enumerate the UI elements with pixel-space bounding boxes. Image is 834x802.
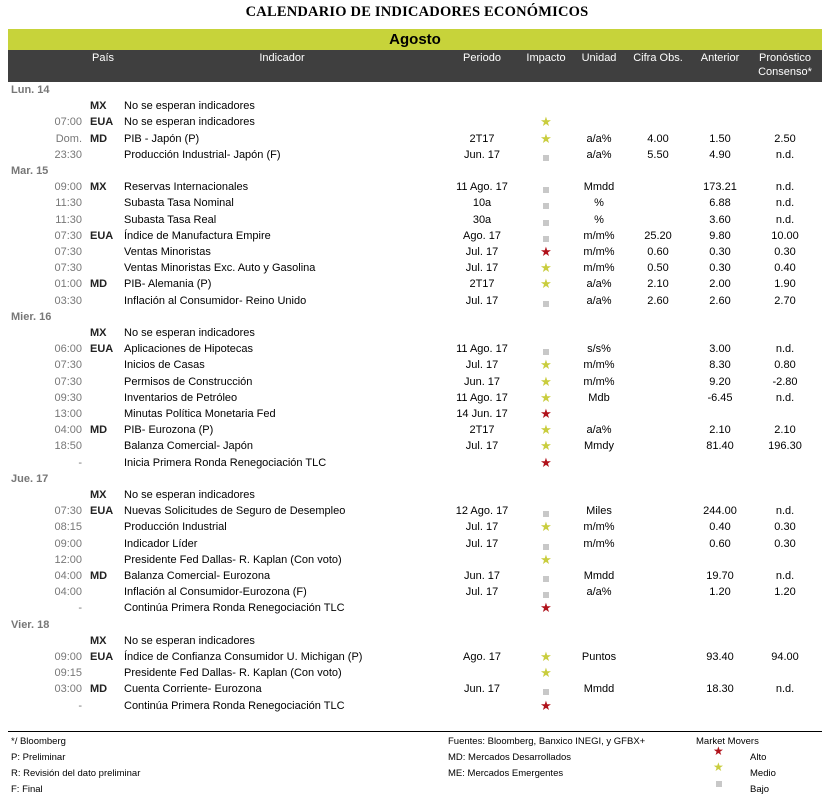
cell-time: 04:00 [54, 570, 82, 582]
legend-medio: Medio [750, 768, 776, 779]
cell-unit: a/a% [586, 148, 612, 161]
col-consenso: Consenso* [758, 66, 812, 78]
cell-time: 11:30 [55, 197, 82, 210]
impact-medio-star-icon: ★ [540, 438, 552, 454]
cell-indicator: Producción Industrial- Japón (F) [124, 148, 281, 161]
note-final: F: Final [11, 784, 43, 795]
cell-unit: m/m% [583, 537, 615, 550]
cell-indicator: Cuenta Corriente- Eurozona [124, 683, 262, 696]
cell-prev: 3.00 [709, 343, 731, 356]
cell-unit: % [594, 213, 604, 226]
page-title: CALENDARIO DE INDICADORES ECONÓMICOS [245, 4, 589, 20]
cell-period: 2T17 [469, 278, 495, 291]
cell-time: 13:00 [54, 408, 82, 420]
cell-prev: 4.90 [709, 148, 731, 161]
cell-country: EUA [90, 229, 114, 242]
cell-time: 07:30 [54, 505, 82, 518]
impact-bajo-icon [543, 233, 549, 245]
cell-period: Jul. 17 [465, 440, 499, 453]
table-row [0, 681, 834, 697]
impact-alto-star-icon: ★ [540, 406, 552, 421]
cell-unit: a/a% [586, 278, 612, 291]
cell-period: 11 Ago. 17 [456, 181, 508, 194]
cell-time: 09:30 [54, 391, 82, 404]
cell-period: Jul. 17 [465, 537, 499, 550]
cell-time: - [78, 456, 82, 469]
cell-fcst: 0.80 [774, 359, 796, 372]
cell-indicator: PIB- Eurozona (P) [124, 424, 214, 437]
cell-indicator: No se esperan indicadores [124, 116, 255, 129]
cell-prev: 2.10 [709, 424, 731, 437]
cell-indicator: Continúa Primera Ronda Renegociación TLC [124, 602, 345, 615]
cell-fcst: -2.80 [772, 375, 798, 388]
col-anterior: Anterior [700, 52, 740, 64]
impact-medio-star-icon: ★ [540, 114, 552, 130]
impact-bajo-icon [543, 346, 549, 358]
impact-bajo-icon [543, 184, 549, 196]
cell-unit: m/m% [583, 246, 615, 258]
cell-obs: 0.60 [647, 246, 669, 258]
table-row [0, 390, 834, 406]
impact-medio-star-icon: ★ [540, 260, 552, 276]
col-pais: País [91, 52, 115, 64]
cell-country: MX [90, 100, 107, 113]
table-row [0, 276, 834, 292]
cell-period: 11 Ago. 17 [456, 391, 508, 404]
cell-unit: s/s% [587, 343, 611, 356]
cell-prev: 2.60 [709, 294, 731, 307]
cell-time: 07:00 [54, 116, 82, 129]
legend-alto: Alto [750, 752, 767, 763]
table-row [0, 228, 834, 244]
cell-unit: a/a% [586, 132, 612, 145]
table-row [0, 698, 834, 714]
cell-prev: 9.80 [709, 229, 731, 242]
cell-country: EUA [90, 651, 114, 663]
table-row [0, 568, 834, 584]
cell-fcst: n.d. [775, 570, 795, 582]
table-row [0, 584, 834, 600]
cell-unit: Mmdd [583, 181, 615, 194]
bajo-square-icon [716, 781, 722, 787]
cell-country: MD [90, 278, 108, 291]
cell-obs: 5.50 [647, 148, 669, 161]
cell-period: Jun. 17 [463, 375, 501, 388]
cell-indicator: No se esperan indicadores [124, 327, 255, 339]
month-header: Agosto [8, 29, 822, 50]
cell-indicator: Inicios de Casas [124, 359, 205, 372]
day-header [0, 471, 834, 487]
cell-indicator: PIB - Japón (P) [124, 132, 200, 145]
cell-indicator: Continúa Primera Ronda Renegociación TLC [124, 699, 345, 712]
cell-fcst: n.d. [775, 505, 795, 518]
table-row [0, 325, 834, 341]
impact-medio-star-icon: ★ [540, 357, 552, 373]
cell-unit: m/m% [583, 359, 615, 372]
impact-bajo-icon [543, 589, 549, 601]
cell-prev: 1.20 [709, 586, 731, 599]
cell-fcst: 0.30 [774, 537, 796, 550]
medio-star-icon: ★ [713, 760, 724, 774]
cell-time: 09:00 [54, 537, 82, 550]
market-movers-label: Market Movers [696, 736, 759, 747]
cell-indicator: Subasta Tasa Real [124, 213, 217, 226]
table-row [0, 98, 834, 114]
table-row [0, 357, 834, 373]
table-row [0, 374, 834, 390]
cell-time: 18:50 [54, 440, 82, 453]
impact-medio-star-icon: ★ [540, 276, 552, 292]
cell-unit: % [594, 197, 604, 210]
cell-indicator: Aplicaciones de Hipotecas [124, 343, 254, 356]
cell-unit: m/m% [583, 229, 615, 242]
cell-country: MD [90, 424, 108, 437]
cell-prev: 81.40 [706, 440, 734, 453]
impact-bajo-icon [543, 217, 549, 229]
cell-indicator: Permisos de Construcción [124, 375, 253, 388]
cell-fcst: 0.30 [774, 246, 796, 258]
table-row [0, 438, 834, 454]
cell-prev: 0.40 [709, 521, 731, 534]
day-header [0, 82, 834, 98]
cell-unit: a/a% [586, 294, 612, 307]
cell-prev: 8.30 [709, 359, 731, 372]
cell-obs: 0.50 [647, 262, 669, 275]
day-label: Mar. 15 [11, 165, 49, 177]
cell-period: Jul. 17 [465, 262, 499, 275]
note-bloomberg: */ Bloomberg [11, 736, 66, 747]
cell-prev: 2.00 [709, 278, 731, 291]
cell-period: Jun. 17 [463, 683, 501, 696]
cell-indicator: Reservas Internacionales [124, 181, 249, 194]
day-header [0, 309, 834, 325]
cell-time: 07:30 [54, 262, 82, 275]
md-note: MD: Mercados Desarrollados [448, 752, 572, 763]
table-row [0, 114, 834, 130]
cell-indicator: Minutas Política Monetaria Fed [124, 408, 276, 420]
cell-time: 07:30 [54, 359, 82, 372]
table-row [0, 519, 834, 535]
footer-divider [8, 731, 822, 732]
cell-unit: Puntos [581, 651, 617, 663]
table-row [0, 212, 834, 228]
cell-unit: Miles [586, 505, 612, 518]
cell-prev: 0.60 [709, 537, 731, 550]
cell-time: 04:00 [54, 424, 82, 437]
col-cifra: Cifra Obs. [633, 52, 683, 64]
table-row [0, 600, 834, 616]
cell-obs: 25.20 [644, 229, 672, 242]
cell-indicator: Presidente Fed Dallas- R. Kaplan (Con voto) [124, 667, 342, 680]
cell-period: Ago. 17 [463, 229, 501, 242]
cell-prev: -6.45 [707, 391, 733, 404]
cell-unit: m/m% [583, 262, 615, 275]
cell-indicator: Inflación al Consumidor-Eurozona (F) [124, 586, 307, 599]
cell-period: 10a [472, 197, 492, 210]
cell-country: MD [90, 683, 108, 696]
cell-fcst: 1.20 [774, 586, 796, 599]
impact-alto-star-icon: ★ [540, 697, 552, 713]
impact-medio-star-icon: ★ [540, 551, 552, 567]
table-row [0, 665, 834, 681]
cell-prev: 173.21 [703, 181, 737, 194]
cell-period: 11 Ago. 17 [456, 343, 508, 356]
impact-medio-star-icon: ★ [540, 649, 552, 664]
table-row [0, 455, 834, 471]
cell-time: Dom. [55, 132, 82, 145]
cell-unit: a/a% [586, 424, 612, 437]
table-row [0, 487, 834, 503]
cell-country: EUA [90, 343, 114, 356]
cell-period: Jul. 17 [465, 246, 499, 258]
alto-star-icon: ★ [713, 744, 724, 758]
table-row [0, 422, 834, 438]
cell-time: 07:30 [54, 375, 82, 388]
cell-fcst: n.d. [775, 343, 795, 356]
table-row [0, 260, 834, 276]
impact-bajo-icon [543, 508, 549, 520]
cell-period: 2T17 [469, 424, 495, 437]
cell-fcst: n.d. [775, 197, 795, 210]
cell-prev: 6.88 [709, 197, 731, 210]
sources-note: Fuentes: Bloomberg, Banxico INEGI, y GFBX+ [448, 736, 646, 747]
impact-bajo-icon [543, 200, 549, 212]
cell-fcst: 0.40 [774, 262, 796, 275]
cell-prev: 18.30 [706, 683, 734, 696]
impact-bajo-icon [543, 152, 549, 164]
day-label: Mier. 16 [11, 310, 52, 323]
cell-unit: Mmdd [583, 683, 615, 696]
cell-time: 08:15 [54, 521, 82, 534]
note-revision: R: Revisión del dato preliminar [11, 768, 141, 779]
cell-indicator: Inflación al Consumidor- Reino Unido [124, 294, 307, 307]
table-row [0, 406, 834, 422]
cell-country: MD [90, 570, 108, 582]
cell-fcst: 2.50 [774, 132, 796, 145]
cell-time: 23:30 [54, 148, 82, 161]
cell-country: MX [90, 181, 107, 194]
cell-indicator: Ventas Minoristas Exc. Auto y Gasolina [124, 262, 316, 275]
cell-indicator: No se esperan indicadores [124, 100, 255, 113]
cell-fcst: n.d. [775, 148, 795, 161]
impact-bajo-icon [543, 686, 549, 698]
cell-country: MX [90, 489, 107, 501]
cell-indicator: No se esperan indicadores [124, 634, 255, 647]
cell-prev: 93.40 [706, 651, 734, 663]
cell-time: 04:00 [54, 586, 82, 599]
col-pronostico: Pronóstico [759, 52, 811, 64]
impact-medio-star-icon: ★ [540, 665, 552, 681]
table-row [0, 536, 834, 552]
cell-time: 03:00 [54, 683, 82, 696]
cell-time: 06:00 [54, 343, 82, 356]
cell-indicator: Balanza Comercial- Eurozona [124, 570, 271, 582]
cell-fcst: 196.30 [768, 440, 802, 453]
col-unidad: Unidad [581, 52, 617, 64]
cell-fcst: 2.70 [774, 294, 796, 307]
day-label: Jue. 17 [11, 472, 49, 485]
table-header [8, 50, 822, 82]
cell-indicator: Índice de Manufactura Empire [124, 229, 271, 242]
cell-unit: Mdb [588, 391, 610, 404]
impact-medio-star-icon: ★ [540, 389, 552, 405]
cell-time: 01:00 [54, 278, 82, 291]
impact-bajo-icon [543, 541, 549, 553]
cell-fcst: 2.10 [774, 424, 796, 437]
cell-period: 30a [472, 213, 492, 226]
cell-obs: 2.60 [647, 294, 669, 307]
day-label: Lun. 14 [11, 84, 50, 96]
cell-indicator: No se esperan indicadores [124, 489, 255, 501]
cell-country: EUA [90, 505, 114, 518]
impact-medio-star-icon: ★ [540, 373, 552, 389]
cell-prev: 9.20 [709, 375, 731, 388]
cell-time: - [78, 602, 82, 615]
cell-indicator: Nuevas Solicitudes de Seguro de Desempleo [124, 505, 346, 518]
cell-fcst: 94.00 [771, 651, 799, 663]
cell-unit: a/a% [586, 586, 612, 599]
cell-time: 11:30 [55, 213, 82, 226]
table-row [0, 552, 834, 568]
cell-unit: m/m% [583, 521, 615, 534]
cell-prev: 0.30 [709, 262, 731, 275]
table-row [0, 503, 834, 519]
impact-alto-star-icon: ★ [540, 600, 552, 616]
day-label: Vier. 18 [11, 618, 50, 631]
cell-period: Jul. 17 [465, 359, 499, 372]
day-header [0, 617, 834, 633]
cell-prev: 0.30 [709, 246, 731, 258]
cell-indicator: Inicia Primera Ronda Renegociación TLC [124, 456, 327, 469]
cell-period: 12 Ago. 17 [455, 505, 509, 518]
impact-bajo-icon [543, 573, 549, 585]
cell-prev: 244.00 [703, 505, 737, 518]
cell-fcst: n.d. [775, 213, 795, 226]
table-row [0, 179, 834, 195]
cell-time: 07:30 [54, 229, 82, 242]
table-row [0, 244, 834, 260]
cell-period: 2T17 [469, 132, 495, 145]
impact-alto-star-icon: ★ [540, 244, 552, 259]
cell-period: Ago. 17 [463, 651, 501, 663]
cell-indicator: Producción Industrial [124, 521, 227, 534]
cell-unit: Mmdy [584, 440, 614, 453]
cell-period: Jun. 17 [463, 148, 501, 161]
impact-alto-star-icon: ★ [540, 454, 552, 470]
cell-prev: 1.50 [709, 132, 731, 145]
cell-indicator: Subasta Tasa Nominal [124, 197, 234, 210]
cell-country: MX [90, 634, 107, 647]
cell-time: 09:15 [54, 667, 82, 680]
impact-medio-star-icon: ★ [540, 422, 552, 438]
col-impacto: Impacto [526, 52, 566, 64]
col-periodo: Periodo [463, 52, 501, 64]
cell-fcst: 0.30 [774, 521, 796, 534]
cell-country: EUA [90, 116, 114, 129]
cell-indicator: PIB- Alemania (P) [124, 278, 212, 291]
impact-medio-star-icon: ★ [540, 130, 552, 146]
cell-fcst: n.d. [775, 181, 795, 194]
cell-indicator: Presidente Fed Dallas- R. Kaplan (Con voto) [124, 553, 342, 566]
cell-indicator: Ventas Minoristas [124, 246, 211, 258]
cell-period: 14 Jun. 17 [456, 408, 508, 420]
cell-indicator: Balanza Comercial- Japón [124, 440, 254, 453]
table-row [0, 131, 834, 147]
cell-obs: 4.00 [647, 132, 669, 145]
cell-country: MX [90, 327, 107, 339]
col-indicador: Indicador [259, 52, 305, 64]
cell-unit: Mmdd [583, 570, 615, 582]
day-header [0, 163, 834, 179]
cell-country: MD [90, 132, 108, 145]
cell-indicator: Inventarios de Petróleo [124, 391, 238, 404]
cell-time: 03:30 [54, 294, 82, 307]
cell-fcst: n.d. [775, 683, 795, 696]
table-row [0, 293, 834, 309]
cell-period: Jul. 17 [465, 521, 499, 534]
me-note: ME: Mercados Emergentes [448, 768, 564, 779]
cell-time: 12:00 [54, 553, 82, 566]
table-row [0, 341, 834, 357]
cell-fcst: 1.90 [774, 278, 796, 291]
cell-fcst: n.d. [775, 391, 795, 404]
cell-indicator: Índice de Confianza Consumidor U. Michigan (P) [124, 651, 363, 663]
impact-bajo-icon [543, 298, 549, 310]
cell-prev: 3.60 [709, 213, 731, 226]
cell-period: Jul. 17 [465, 294, 499, 307]
table-row [0, 195, 834, 211]
cell-time: 07:30 [54, 246, 82, 258]
note-preliminar: P: Preliminar [11, 752, 66, 763]
cell-period: Jul. 17 [465, 586, 499, 599]
cell-obs: 2.10 [647, 278, 669, 291]
cell-fcst: 10.00 [771, 229, 799, 242]
table-row [0, 649, 834, 665]
cell-period: Jun. 17 [463, 570, 501, 582]
cell-prev: 19.70 [706, 570, 734, 582]
impact-medio-star-icon: ★ [540, 519, 552, 535]
legend-bajo: Bajo [750, 784, 770, 795]
table-row [0, 633, 834, 649]
cell-unit: m/m% [583, 375, 615, 388]
cell-time: 09:00 [54, 651, 82, 663]
cell-indicator: Indicador Líder [124, 537, 198, 550]
table-row [0, 147, 834, 163]
cell-time: - [78, 699, 82, 712]
cell-time: 09:00 [54, 181, 82, 194]
